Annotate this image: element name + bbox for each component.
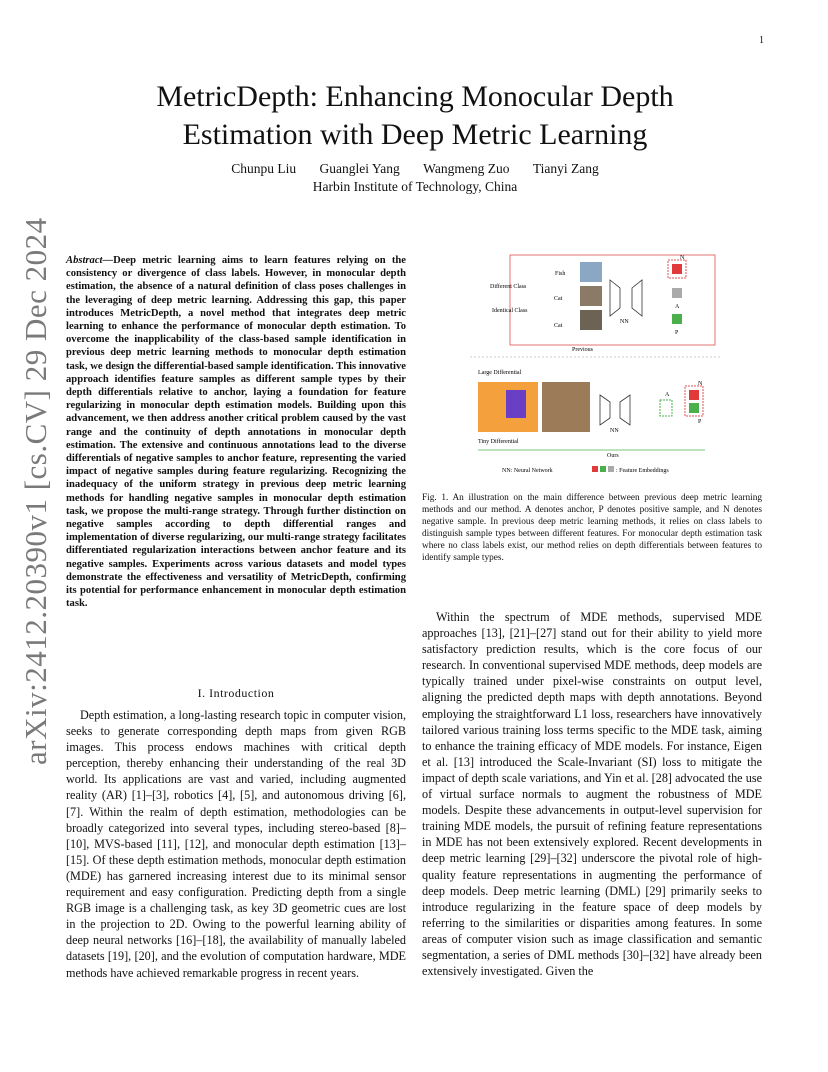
label-identical-class: Identical Class: [492, 308, 528, 314]
label-nn-1: NN: [620, 319, 629, 325]
figure-caption: Fig. 1. An illustration on the main difference between previous deep metric learning methods and our method. A denotes anchor, P denotes positive sample, and N denotes negative sample. In previous deep metric learning methods, it relies on class labels to distinguish sample types between different features. For monocular depth estimation task where no class labels exist, our method relies on depth differentials between features to identify sample types.: [422, 493, 762, 563]
cat-image-1: [580, 286, 602, 306]
abstract-text: —Deep metric learning aims to learn features relying on the consistency or divergence of class labels. However, in monocular depth estimation, the absence of a natural definition of class poses challenges in the leveraging of deep metric learning. Addressing this gap, this paper introduces MetricDepth, a novel method that integrates deep metric learning to enhance the performance of monocular depth estimation. To overcome the inapplicability of the class-based sample identification in previous deep metric learning methods to monocular depth estimation task, we design the differential-based sample identification. This innovative approach identifies feature samples as different sample types by their depth differentials relative to anchor, laying a foundation for feature regularizing in monocular depth estimation models. Building upon this advancement, we then address another critical problem caused by the vast range and the continuity of depth annotations in monocular depth estimation. The extensive and continuous annotations lead to the diverse differentials of negative samples to anchor feature, representing the varied impact of negative samples during feature regularizing. Recognizing the inadequacy of the uniform strategy in previous deep metric learning methods for handling negative samples in monocular depth estimation task, we propose the multi-range strategy. Through further distinction on negative samples according to depth differential ranges and implementation of diverse regularizing, our multi-range strategy facilitates differentiated regularization interactions between anchor feature and its negative samples. Experiments across various datasets and model types demonstrate the effectiveness and versatility of MetricDepth, confirming its potential for performance enhancement in monocular depth estimation task.: [66, 255, 406, 610]
nn-encoder-2: [600, 395, 610, 425]
label-legend-fe: : Feature Embeddings: [616, 468, 669, 474]
fish-image: [580, 262, 602, 282]
paper-title: MetricDepth: Enhancing Monocular Depth Estimation with Deep Metric Learning: [156, 80, 674, 151]
label-previous: Previous: [572, 347, 593, 353]
section-heading: I. Introduction: [197, 686, 275, 700]
label-large-diff: Large Differential: [478, 370, 522, 376]
author-name: Guanglei Yang: [319, 161, 400, 176]
label-different-class: Different Class: [490, 284, 527, 290]
abstract: [66, 254, 406, 610]
author-block: [95, 160, 735, 196]
label-p-1: P: [675, 330, 679, 336]
nn-decoder-2: [620, 395, 630, 425]
label-nn-2: NN: [610, 428, 619, 434]
rgb-image: [542, 382, 590, 432]
depth-map-region: [506, 390, 526, 418]
nn-encoder-1: [610, 280, 620, 316]
figure-1: [470, 250, 720, 480]
right-text: Within the spectrum of MDE methods, supervised MDE approaches [13], [21]–[27] stand out for their ability to yield more satisfactory prediction results, which is the core focus of our research. In conventional supervised MDE methods, deep models are typically trained under pixel-wise constraints on output level, aligning the predicted depth maps with depth annotations. Beyond employing the straightforward L1 loss, researchers have innovatively tailored various training loss terms specific to the MDE task, aiming to enhance the training efficacy of MDE models. For instance, Eigen et al. [13] introduced the Scale-Invariant (SI) loss to mitigate the impact of depth scale variations, and Yin et al. [28] advocated the use of virtual surface normals to augment the robustness of MDE models. Despite these advancements in output-level supervision for training MDE models, the pursuit of refining feature representations in MDE has not been extensively explored. Recent developments in deep metric learning [29]–[32] underscore the pivotal role of high-quality feature representations in augmenting the performance of deep models. Deep metric learning (DML) [29] primarily seeks to introduce regularizing in the feature space of deep models by referring to the similarities or disparities among features. In some areas of computer vision such as image classification and semantic segmentation, a series of DML methods [30]–[32] have already been extensively investigated. Given the: [422, 610, 762, 979]
label-legend-nn: NN: Neural Network: [502, 468, 553, 474]
affiliation: Harbin Institute of Technology, China: [312, 179, 518, 194]
label-tiny-diff: Tiny Differential: [478, 439, 519, 445]
label-cat-2: Cat: [554, 323, 563, 329]
nn-decoder-1: [632, 280, 642, 316]
author-name: Wangmeng Zuo: [423, 161, 510, 176]
label-n-2: N: [698, 381, 703, 387]
arxiv-stamp: arXiv:2412.20390v1 [cs.CV] 29 Dec 2024: [18, 217, 53, 765]
cat-image-2: [580, 310, 602, 330]
author-list: [95, 160, 735, 178]
legend-chip-gray: [608, 466, 614, 472]
feature-a-1: [672, 288, 682, 298]
feature-n-1: [672, 264, 682, 274]
legend-chip-green: [600, 466, 606, 472]
author-name: Chunpu Liu: [231, 161, 297, 176]
abstract-label: Abstract: [66, 255, 103, 266]
right-column-text: [422, 609, 762, 979]
label-fish: Fish: [555, 271, 566, 277]
label-a-2: A: [665, 392, 670, 398]
intro-paragraph: [66, 707, 406, 981]
feature-p-1: [672, 314, 682, 324]
intro-text: Depth estimation, a long-lasting research topic in computer vision, seeks to generate corresponding depth maps from given RGB images. This process endows machines with critical depth perception, thereby enhancing their understanding of the real 3D world. Its applications are vast and varied, including augmented reality (AR) [1]–[3], robotics [4], [5], and autonomous driving [6], [7]. Within the realm of depth estimation, methodologies can be broadly categorized into several types, including stereo-based [8]–[10], MVS-based [11], [12], and monocular depth estimation [13]–[15]. Of these depth estimation methods, monocular depth estimation (MDE) has garnered increasing interest due to its minimal sensor requirement and easy configuration. Predicting depth from a single RGB image is a challenging task, as key 3D geometric cues are lost in the projection to 2D. Owing to the powerful learning ability of deep neural networks [16]–[18], the availability of manually labeled datasets [19], [20], and the evolution of computation hardware, MDE methods have achieved remarkable progress in recent years.: [66, 708, 406, 980]
page-number: 1: [759, 35, 764, 46]
feature-n-2: [689, 390, 699, 400]
label-p-2: P: [698, 419, 702, 425]
anchor-box: [660, 400, 672, 416]
author-name: Tianyi Zang: [532, 161, 599, 176]
legend-chip-red: [592, 466, 598, 472]
label-ours: Ours: [607, 453, 619, 459]
label-n-1: N: [680, 255, 685, 261]
label-a-1: A: [675, 304, 680, 310]
label-cat-1: Cat: [554, 296, 563, 302]
feature-p-2: [689, 403, 699, 413]
